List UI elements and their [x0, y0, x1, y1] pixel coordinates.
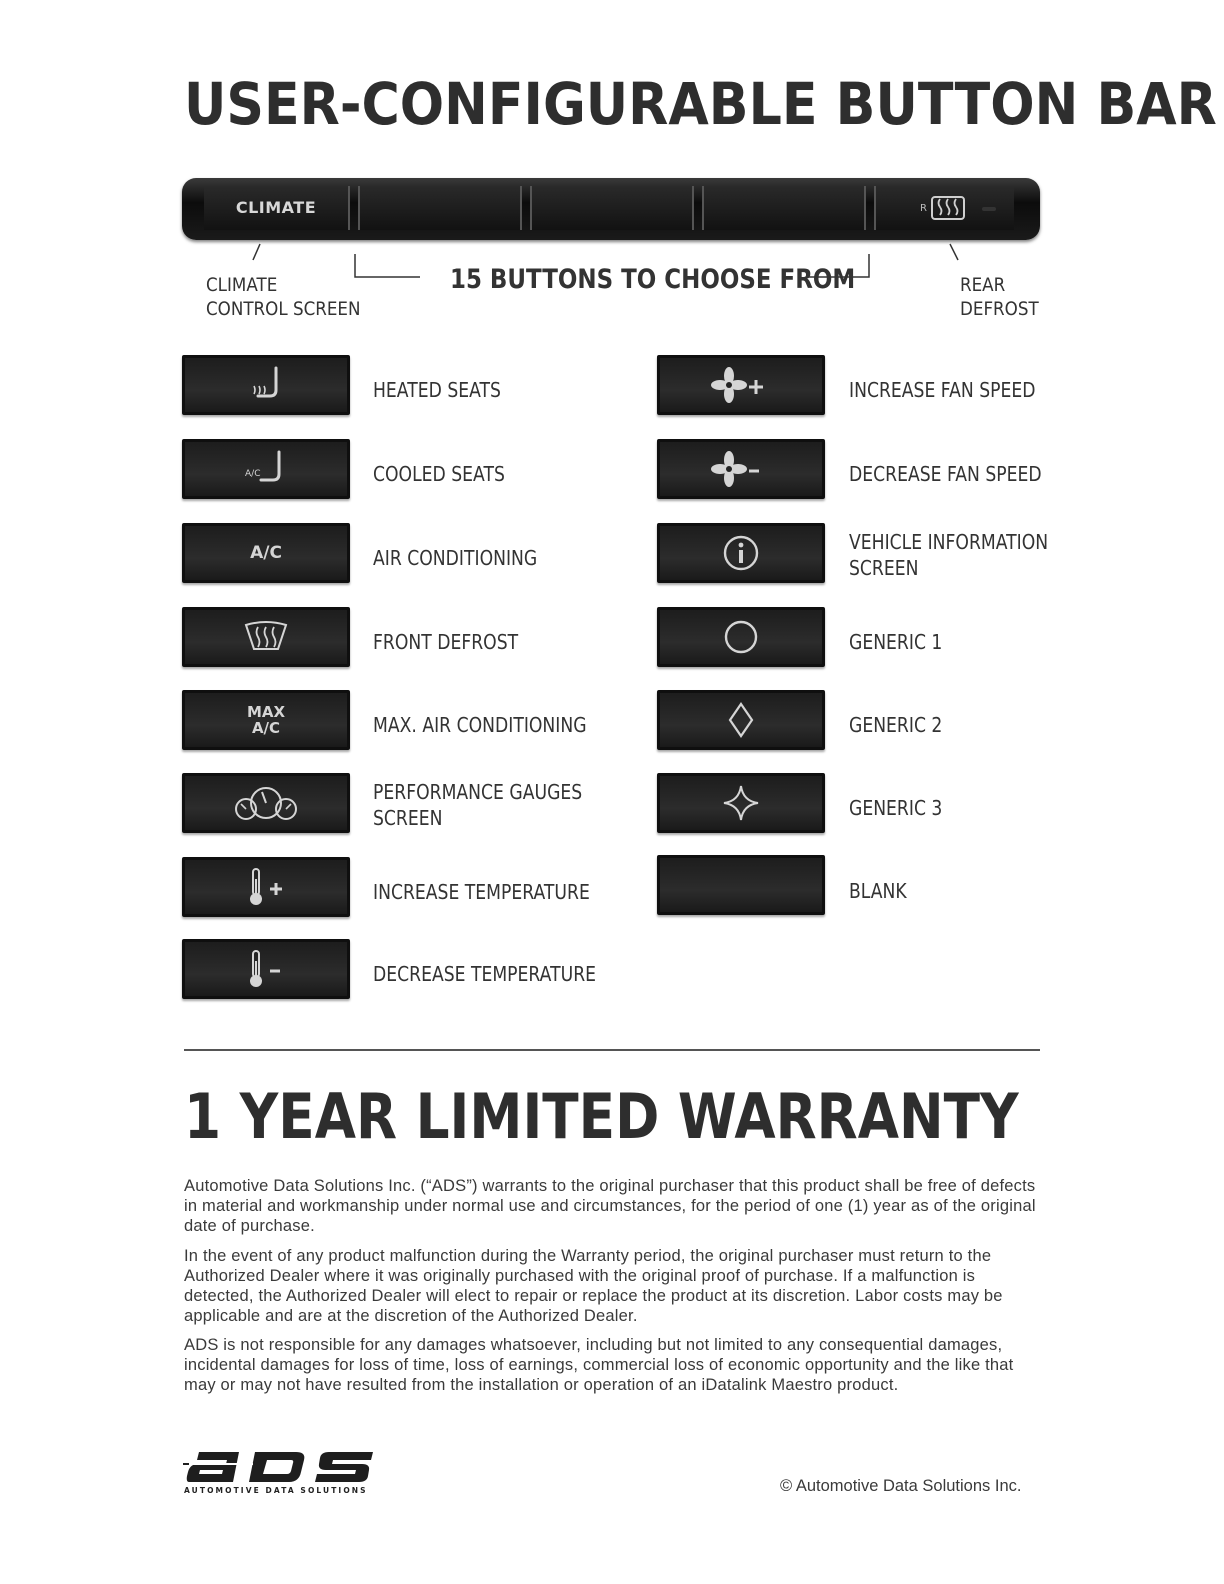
- option-label: FRONT DEFROST: [373, 630, 519, 654]
- button-bar-illustration: [182, 178, 1040, 240]
- ac-button: [182, 523, 350, 583]
- button-text: MAX A/C: [246, 703, 286, 737]
- climate-control-caption: [206, 273, 361, 321]
- rear-defrost-caption: [960, 273, 1039, 321]
- gauges-icon: [232, 783, 300, 823]
- rear-defrost-icon: [930, 195, 966, 221]
- bar-slot-rear-defrost: [874, 186, 1014, 230]
- option-label: INCREASE FAN SPEED: [849, 378, 1036, 402]
- warranty-paragraph: ADS is not responsible for any damages whatsoever, including but not limited to any consequential damages, incidental damages for loss of time, loss of earnings, commercial loss of economic opportunity and the like that may or may not have resulted from the installation or operation of an iDatalink Maestro product.: [184, 1336, 1014, 1394]
- ads-logo: [183, 1442, 393, 1484]
- heated-seat-icon: [246, 364, 286, 406]
- cooled-seats-button: [182, 439, 350, 499]
- option-label: MAX. AIR CONDITIONING: [373, 713, 587, 737]
- warranty-title: 1 YEAR LIMITED WARRANTY: [184, 1080, 1019, 1153]
- performance-gauges-button: [182, 773, 350, 833]
- fan-plus-icon: [711, 365, 771, 405]
- caption-line: CONTROL SCREEN: [206, 298, 361, 320]
- vehicle-information-button: [657, 523, 825, 583]
- buttons-count-caption: 15 BUTTONS TO CHOOSE FROM: [450, 264, 856, 295]
- circle-icon: [721, 617, 761, 657]
- option-label: BLANK: [849, 879, 907, 903]
- bar-slot-empty: [702, 186, 866, 230]
- option-label: GENERIC 3: [849, 796, 943, 820]
- bar-slot-empty: [530, 186, 694, 230]
- option-label: HEATED SEATS: [373, 378, 501, 402]
- bar-slot-label: CLIMATE: [235, 198, 317, 217]
- caption-line: DEFROST: [960, 298, 1039, 320]
- copyright-text: © Automotive Data Solutions Inc.: [780, 1477, 1022, 1495]
- option-label: COOLED SEATS: [373, 462, 505, 486]
- info-icon: [721, 533, 761, 573]
- increase-temperature-button: [182, 857, 350, 917]
- warranty-paragraph: Automotive Data Solutions Inc. (“ADS”) warrants to the original purchaser that this product shall be free of defects in material and workmanship under normal use and circumstances, for the period of one (1) year as of the original date of purchase.: [184, 1177, 1036, 1235]
- increase-fan-speed-button: [657, 355, 825, 415]
- bar-slot-empty: [358, 186, 522, 230]
- diamond-icon: [726, 700, 756, 740]
- section-divider: [184, 1049, 1040, 1051]
- generic-1-button: [657, 607, 825, 667]
- bar-slot-climate: [204, 186, 350, 230]
- logo-subtext: AUTOMOTIVE DATA SOLUTIONS: [184, 1486, 368, 1495]
- blank-button: [657, 855, 825, 915]
- decrease-fan-speed-button: [657, 439, 825, 499]
- option-label: VEHICLE INFORMATION SCREEN: [849, 530, 1049, 580]
- star-icon: [721, 783, 761, 823]
- cooled-seat-icon: [243, 448, 289, 490]
- front-defrost-icon: [242, 619, 290, 655]
- option-label: AIR CONDITIONING: [373, 546, 538, 570]
- option-label: DECREASE FAN SPEED: [849, 462, 1042, 486]
- page-title: USER-CONFIGURABLE BUTTON BAR: [184, 70, 1217, 138]
- caption-line: CLIMATE: [206, 274, 278, 296]
- bar-slot-label: R: [920, 203, 927, 214]
- option-label: PERFORMANCE GAUGES SCREEN: [373, 780, 583, 830]
- thermometer-minus-icon: [244, 947, 288, 991]
- warranty-paragraph: In the event of any product malfunction during the Warranty period, the original purchaser must return to the Authorized Dealer where it was originally purchased with the original proof of purchase. If a malfunction is detected, the Authorized Dealer will elect to repair or replace the product at its discretion. Labor costs may be applicable and are at the discretion of the Authorized Dealer.: [184, 1247, 1003, 1325]
- icon-text: A/C: [245, 469, 261, 479]
- option-label: GENERIC 1: [849, 630, 943, 654]
- button-text: A/C: [250, 543, 282, 563]
- generic-3-button: [657, 773, 825, 833]
- generic-2-button: [657, 690, 825, 750]
- decrease-temperature-button: [182, 939, 350, 999]
- heated-seats-button: [182, 355, 350, 415]
- indicator-light: [982, 207, 996, 211]
- thermometer-plus-icon: [244, 865, 288, 909]
- max-ac-button: [182, 690, 350, 750]
- front-defrost-button: [182, 607, 350, 667]
- option-label: GENERIC 2: [849, 713, 943, 737]
- option-label: DECREASE TEMPERATURE: [373, 962, 597, 986]
- option-label: INCREASE TEMPERATURE: [373, 880, 590, 904]
- caption-line: REAR: [960, 274, 1006, 296]
- fan-minus-icon: [711, 449, 771, 489]
